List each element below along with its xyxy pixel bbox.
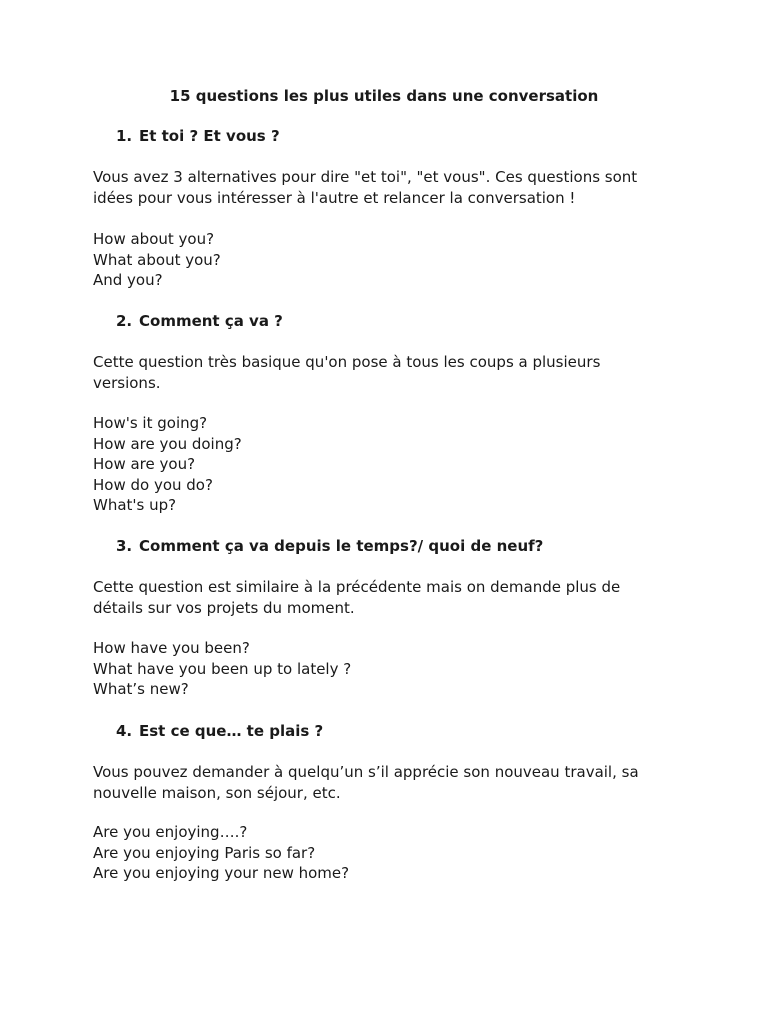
section-heading-text: Et toi ? Et vous ?	[139, 127, 280, 145]
example-item: How's it going?	[93, 414, 208, 432]
example-item: How are you doing?	[93, 434, 242, 453]
example-item: What’s new?	[93, 680, 189, 698]
section-description-4: Vous pouvez demander à quelqu’un s’il apprécie son nouveau travail, sa nouvelle maison, son séjour, etc.	[93, 763, 639, 802]
example-list-4	[93, 822, 663, 884]
section-heading-4	[116, 721, 323, 741]
section-number: 1.	[116, 127, 133, 145]
example-item: What's up?	[93, 496, 177, 514]
section-number: 2.	[116, 312, 133, 330]
example-item: How about you?	[93, 230, 215, 248]
example-item: How do you do?	[93, 475, 213, 494]
section-description-2: Cette question très basique qu'on pose à tous les coups a plusieurs versions.	[93, 353, 601, 392]
example-list-1	[93, 229, 663, 291]
example-item: What about you?	[93, 250, 221, 269]
example-item: Are you enjoying your new home?	[93, 864, 350, 882]
section-heading-text: Est ce que… te plais ?	[139, 722, 324, 740]
example-item: And you?	[93, 271, 163, 289]
section-heading-text: Comment ça va depuis le temps?/ quoi de neuf?	[139, 537, 544, 555]
section-heading-1	[116, 126, 280, 146]
example-item: What have you been up to lately ?	[93, 659, 352, 678]
section-number: 4.	[116, 722, 133, 740]
section-heading-3	[116, 536, 543, 556]
example-item: How have you been?	[93, 639, 250, 657]
section-description-3: Cette question est similaire à la précédente mais on demande plus de détails sur vos projets du moment.	[93, 578, 621, 617]
example-list-3	[93, 638, 663, 700]
section-heading-2	[116, 311, 283, 331]
document-title: 15 questions les plus utiles dans une conversation	[169, 87, 599, 105]
example-list-2	[93, 413, 663, 516]
example-item: Are you enjoying Paris so far?	[93, 843, 316, 862]
section-number: 3.	[116, 537, 133, 555]
section-heading-text: Comment ça va ?	[139, 312, 283, 330]
section-description-1: Vous avez 3 alternatives pour dire "et toi", "et vous". Ces questions sont idées pour vous intéresser à l'autre et relancer la conversation !	[93, 168, 638, 207]
example-item: How are you?	[93, 455, 196, 473]
example-item: Are you enjoying….?	[93, 823, 248, 841]
